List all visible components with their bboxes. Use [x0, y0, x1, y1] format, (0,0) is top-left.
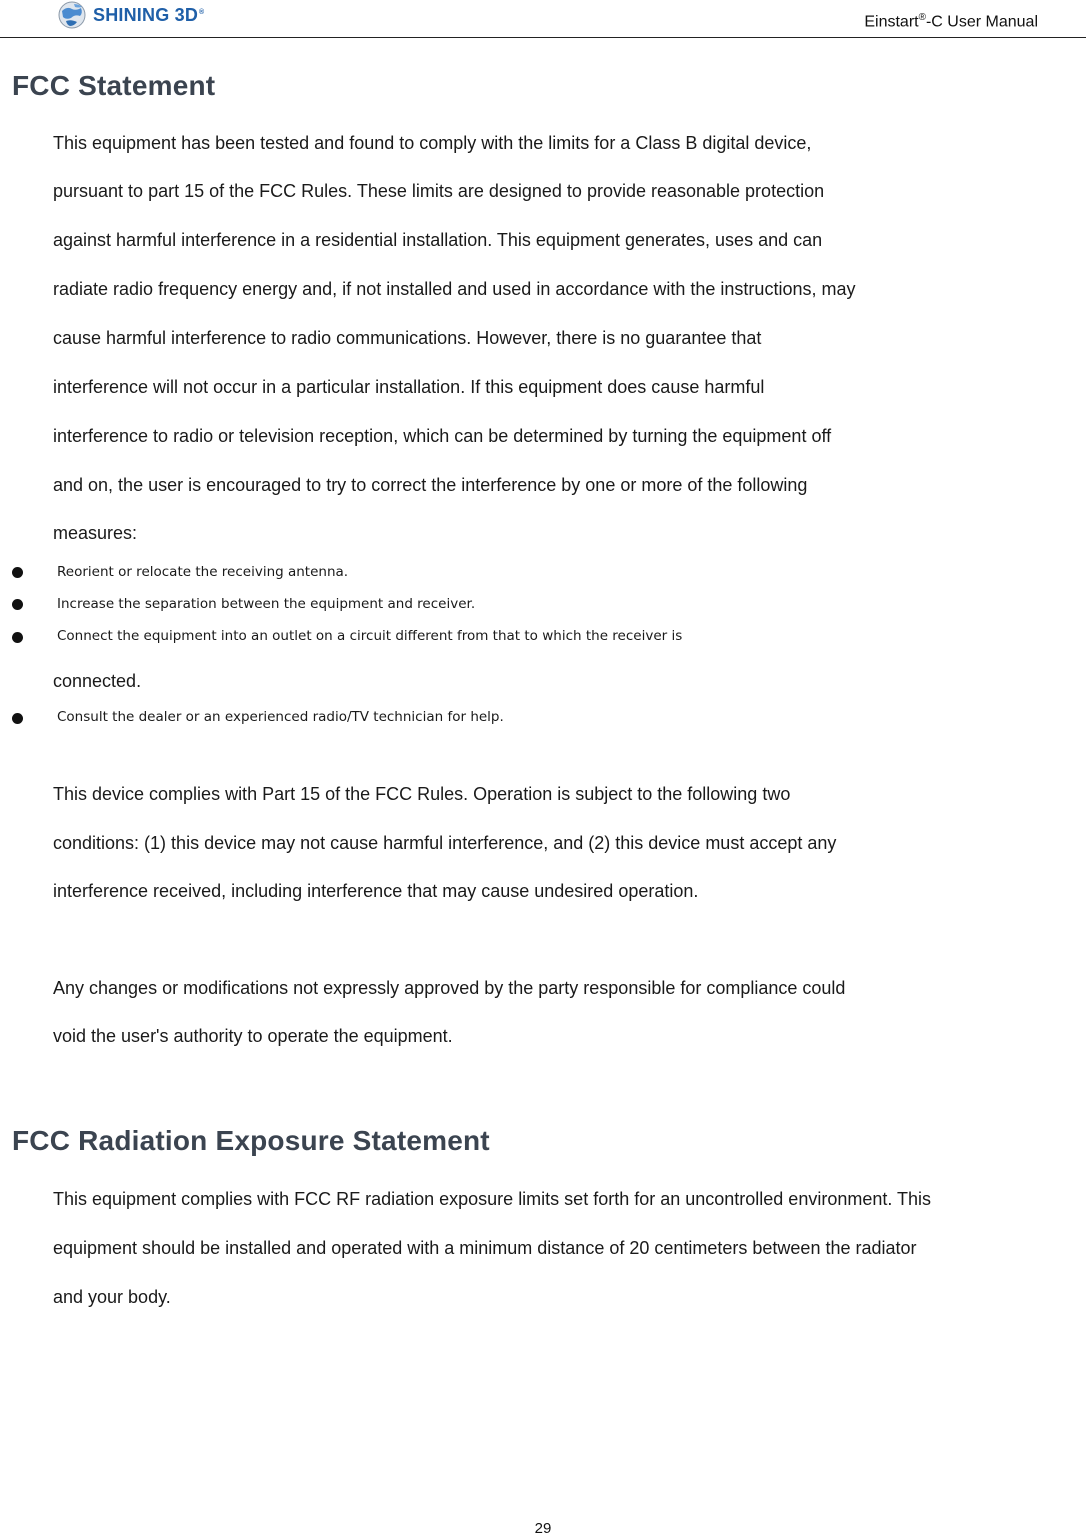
paragraph-line: cause harmful interference to radio communications. However, there is no guarantee that	[53, 328, 762, 348]
heading-fcc-statement: FCC Statement	[12, 70, 216, 101]
paragraph-line: interference to radio or television reception, which can be determined by turning the equipment off	[53, 426, 832, 446]
brand-logo	[57, 0, 204, 30]
manual-title: Einstart®-C User Manual	[864, 12, 1038, 31]
bullet-dot-icon	[12, 632, 23, 643]
paragraph-line: This equipment has been tested and found to comply with the limits for a Class B digital device,	[53, 133, 812, 153]
paragraph-line: and your body.	[53, 1287, 171, 1307]
list-item: Consult the dealer or an experienced radio/TV technician for help.	[57, 709, 504, 725]
bullet-dot-icon	[12, 599, 23, 610]
bullet-marker	[12, 713, 23, 724]
paragraph-line: against harmful interference in a residential installation. This equipment generates, uses and can	[53, 230, 823, 250]
page-header	[0, 0, 1086, 38]
paragraph-line: radiate radio frequency energy and, if not installed and used in accordance with the instructions, may	[53, 279, 856, 299]
bullet-marker	[12, 567, 23, 578]
paragraph-line: Any changes or modifications not expressly approved by the party responsible for compliance could	[53, 978, 846, 998]
paragraph-line: measures:	[53, 523, 138, 543]
list-item-continuation: connected.	[53, 671, 142, 691]
list-item: Increase the separation between the equipment and receiver.	[57, 596, 476, 612]
globe-icon	[57, 0, 87, 30]
paragraph-line: This equipment complies with FCC RF radiation exposure limits set forth for an uncontrolled environment. This	[53, 1189, 932, 1209]
page-number: 29	[534, 1520, 552, 1537]
paragraph-line: equipment should be installed and operated with a minimum distance of 20 centimeters between the radiator	[53, 1238, 917, 1258]
paragraph-line: and on, the user is encouraged to try to correct the interference by one or more of the following	[53, 475, 808, 495]
paragraph-line: interference received, including interference that may cause undesired operation.	[53, 881, 699, 901]
bullet-dot-icon	[12, 567, 23, 578]
list-item: Reorient or relocate the receiving antenna.	[57, 564, 349, 580]
paragraph-line: conditions: (1) this device may not cause harmful interference, and (2) this device must accept any	[53, 833, 837, 853]
paragraph-line: pursuant to part 15 of the FCC Rules. These limits are designed to provide reasonable protection	[53, 181, 825, 201]
bullet-marker	[12, 599, 23, 610]
bullet-dot-icon	[12, 713, 23, 724]
list-item: Connect the equipment into an outlet on a circuit different from that to which the receiver is	[57, 628, 683, 644]
paragraph-line: void the user's authority to operate the equipment.	[53, 1026, 453, 1046]
paragraph-line: This device complies with Part 15 of the FCC Rules. Operation is subject to the following two	[53, 784, 791, 804]
logo-wordmark: SHINING 3D®	[93, 4, 205, 25]
heading-radiation-exposure: FCC Radiation Exposure Statement	[12, 1125, 490, 1156]
bullet-marker	[12, 632, 23, 643]
paragraph-line: interference will not occur in a particular installation. If this equipment does cause harmful	[53, 377, 765, 397]
